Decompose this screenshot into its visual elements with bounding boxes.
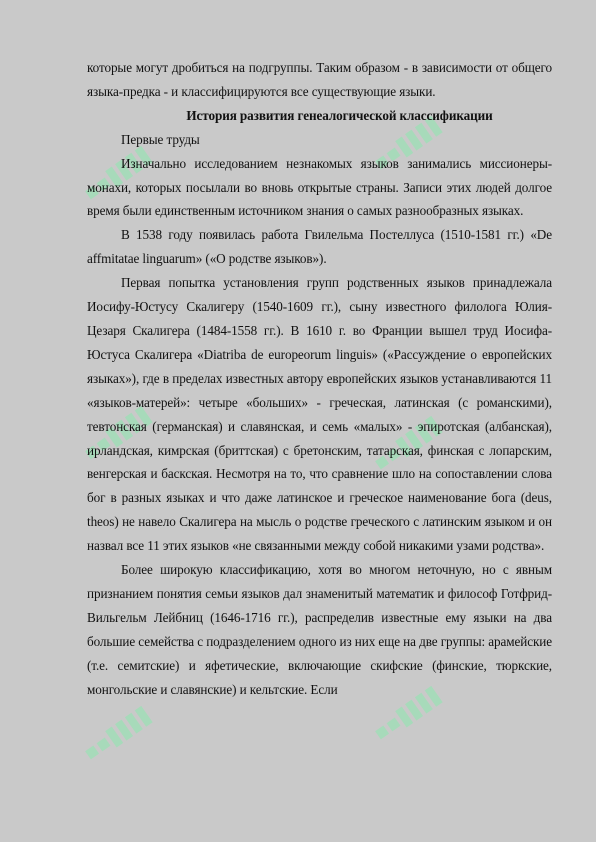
section-heading: История развития генеалогической классификации xyxy=(186,107,493,123)
body-text xyxy=(87,56,552,701)
paragraph-postellus: В 1538 году появилась работа Гвилельма Постеллуса (1510-1581 гг.) «De affmitatae linguarum» («О родстве языков»). xyxy=(87,227,552,267)
paragraph-intro: которые могут дробиться на подгруппы. Таким образом - в зависимости от общего языка-предка - и классифицируются все существующие языки. xyxy=(87,60,552,99)
paragraph-leibniz: Более широкую классификацию, хотя во многом неточную, но с явным признанием понятия семьи языков дал знаменитый математик и философ Готфрид-Вильгельм Лейбниц (1646-1716 гг.), распределив известные ему языки на два большие семейства с подразделением одного из них еще на две группы: арамейские (т.е. семитские) и яфетические, включающие скифские (финские, тюркские, монгольские и славянские) и кельтские. Если xyxy=(87,562,552,697)
paragraph-missionaries: Изначально исследованием незнакомых языков занимались миссионеры-монахи, которых посылали во вновь открытые страны. Записи этих людей долгое время были единственным источником знания о самых разнообразных языках. xyxy=(87,155,552,219)
paragraph-scaliger: Первая попытка установления групп родственных языков принадлежала Иосифу-Юстусу Скалигеру (1540-1609 гг.), сыну известного филолога Юлия-Цезаря Скалигера (1484-1558 гг.). В 1610 г. во Франции вышел труд Иосифа-Юстуса Скалигера «Diatriba de europeorum linguis» («Рассуждение о европейских языках»), где в пределах известных автору европейских языков устанавливаются 11 «языков-матерей»: четыре «больших» - греческая, латинская (с романскими), тевтонская (германская) и славянская, и семь «малых» - эпиротская (албанская), ирландская, кимрская (бриттская) с бретонским, татарская, финская с лопарским, венгерская и баскская. Несмотря на то, что сравнение шло на сопоставлении слова бог в разных языках и что даже латинское и греческое наименование бога (deus, theos) не навело Скалигера на мысль о родстве греческого с латинским языком и он назвал все 11 этих языков «не связанными между собой никакими узами родства». xyxy=(87,275,552,554)
subheading-first-works: Первые труды xyxy=(121,131,200,147)
